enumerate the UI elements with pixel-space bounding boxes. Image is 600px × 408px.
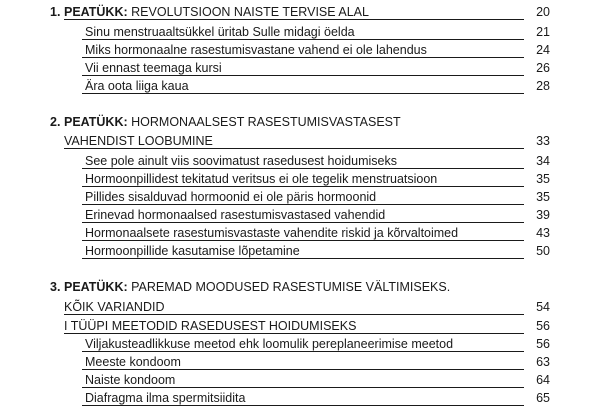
entry-title: See pole ainult viis soovimatust rasedusest hoidumiseks [85, 154, 397, 168]
entry-title: Meeste kondoom [85, 355, 181, 369]
entry-title: Miks hormonaalne rasestumisvastane vahend ei ole lahendus [85, 43, 427, 57]
chapter-number: 1. [50, 5, 61, 19]
toc-entry[interactable] [0, 241, 600, 261]
chapter-2-heading[interactable] [0, 112, 600, 132]
page-number: 33 [536, 134, 550, 148]
subhead-title: I TÜÜPI MEETODID RASEDUSEST HOIDUMISEKS [64, 319, 357, 333]
underline [64, 19, 524, 20]
chapter-number: 2. [50, 115, 61, 129]
chapter-title: REVOLUTSIOON NAISTE TERVISE ALAL [131, 5, 369, 19]
toc-entry[interactable] [0, 388, 600, 408]
toc-entry[interactable] [0, 205, 600, 225]
toc-entry[interactable] [0, 187, 600, 207]
chapter-3-heading[interactable] [0, 277, 600, 297]
entry-title: Hormonaalsete rasestumisvastaste vahendite riskid ja kõrvaltoimed [85, 226, 459, 240]
underline [64, 314, 524, 315]
page-number: 63 [536, 355, 550, 369]
underline [82, 405, 524, 406]
chapter-title-continued: VAHENDIST LOOBUMINE [64, 134, 213, 148]
page-number: 35 [536, 190, 550, 204]
entry-title: Vii ennast teemaga kursi [85, 61, 222, 75]
chapter-number: 3. [50, 280, 61, 294]
toc-entry[interactable] [0, 76, 600, 96]
page-number: 65 [536, 391, 550, 405]
page-number: 21 [536, 25, 550, 39]
entry-title: Sinu menstruaaltsükkel üritab Sulle midagi öelda [85, 25, 355, 39]
entry-title: Pillides sisalduvad hormoonid ei ole päris hormoonid [85, 190, 377, 204]
toc-entry[interactable] [0, 169, 600, 189]
chapter-title: PAREMAD MOODUSED RASESTUMISE VÄLTIMISEKS. [131, 280, 451, 294]
entry-title: Naiste kondoom [85, 373, 176, 387]
page-number: 35 [536, 172, 550, 186]
toc-entry[interactable] [0, 370, 600, 390]
toc-entry[interactable] [0, 58, 600, 78]
chapter-title-continued: KÕIK VARIANDID [64, 300, 165, 314]
page-number: 54 [536, 300, 550, 314]
entry-title: Hormoonpillide kasutamise lõpetamine [85, 244, 300, 258]
entry-title: Hormoonpillidest tekitatud veritsus ei ole tegelik menstruatsioon [85, 172, 438, 186]
page-number: 39 [536, 208, 550, 222]
toc-entry[interactable] [0, 151, 600, 171]
page-number: 50 [536, 244, 550, 258]
chapter-2-heading-cont[interactable] [0, 131, 600, 151]
toc-entry[interactable] [0, 40, 600, 60]
chapter-label: PEATÜKK: [64, 5, 128, 19]
page-number: 64 [536, 373, 550, 387]
page-number: 24 [536, 43, 550, 57]
toc-entry[interactable] [0, 223, 600, 243]
chapter-3-heading-cont[interactable] [0, 297, 600, 317]
entry-title: Diafragma ilma spermitsiidita [85, 391, 246, 405]
underline [82, 258, 524, 259]
chapter-label: PEATÜKK: [64, 280, 128, 294]
page-number: 20 [536, 5, 550, 19]
underline [64, 148, 524, 149]
entry-title: Viljakusteadlikkuse meetod ehk loomulik pereplaneerimise meetod [85, 337, 454, 351]
entry-title: Ära oota liiga kaua [85, 79, 189, 93]
page-number: 26 [536, 61, 550, 75]
entry-title: Erinevad hormonaalsed rasestumisvastased vahendid [85, 208, 386, 222]
toc-entry[interactable] [0, 22, 600, 42]
page-number: 28 [536, 79, 550, 93]
page-number: 56 [536, 319, 550, 333]
chapter-title: HORMONAALSEST RASESTUMISVASTASEST [131, 115, 401, 129]
page-number: 43 [536, 226, 550, 240]
toc-entry[interactable] [0, 334, 600, 354]
underline [82, 93, 524, 94]
page-number: 56 [536, 337, 550, 351]
chapter-label: PEATÜKK: [64, 115, 128, 129]
chapter-1-heading[interactable] [0, 2, 600, 22]
page-number: 34 [536, 154, 550, 168]
section-subhead[interactable] [0, 316, 600, 336]
toc-entry[interactable] [0, 352, 600, 372]
